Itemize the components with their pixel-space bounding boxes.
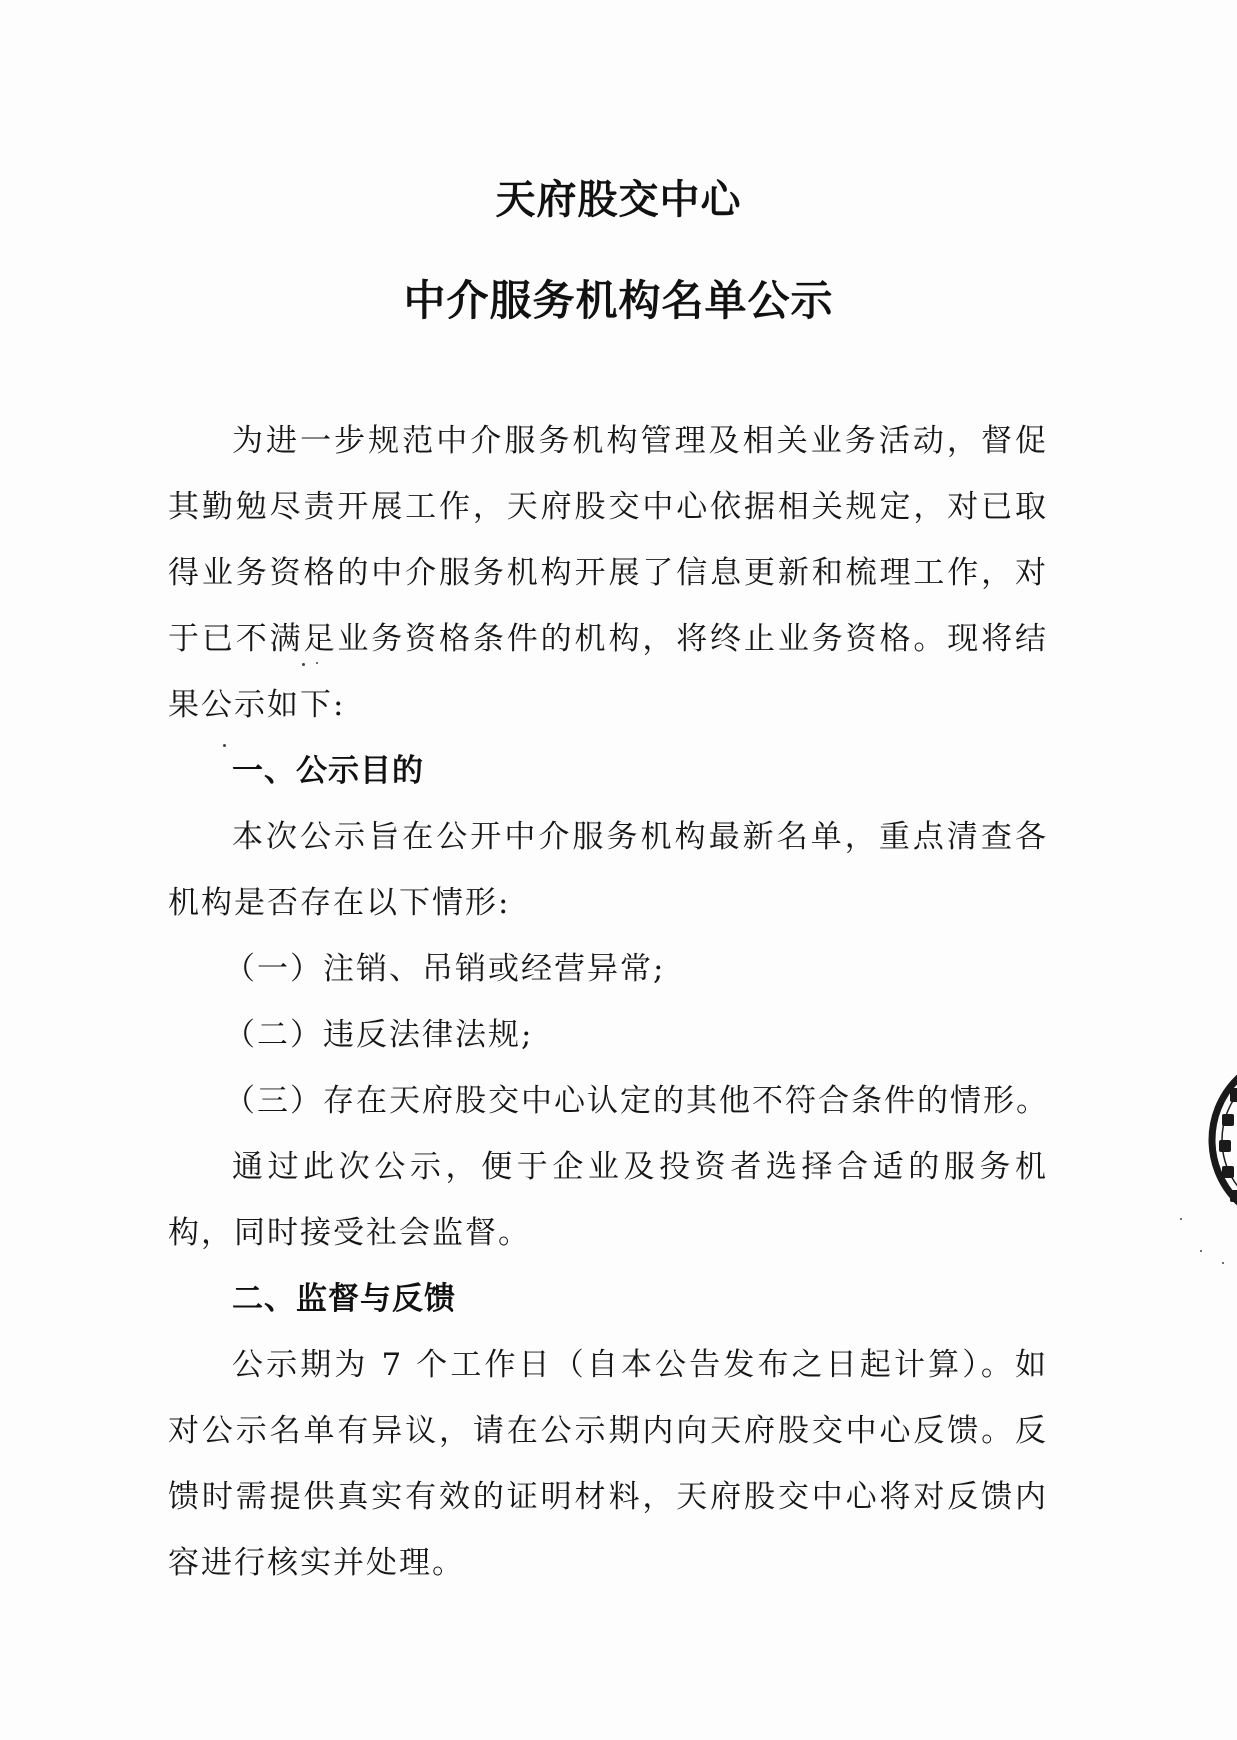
- official-seal-icon: [1188, 1040, 1237, 1240]
- scan-speck: [1180, 1218, 1182, 1220]
- section1-list-item-2: （二）违反法律法规;: [224, 1017, 534, 1053]
- scan-speck: [302, 663, 305, 666]
- scan-speck: [316, 662, 318, 664]
- scan-speck: [223, 744, 226, 747]
- section1-paragraph: 本次公示旨在公开中介服务机构最新名单，重点清查各机构是否存在以下情形:: [168, 819, 1048, 921]
- document-title-line1: 天府股交中心: [495, 177, 742, 223]
- section2-heading: 二、监督与反馈: [232, 1281, 456, 1317]
- document-title-line2: 中介服务机构名单公示: [403, 276, 834, 325]
- section1-closing-paragraph: 通过此次公示，便于企业及投资者选择合适的服务机构，同时接受社会监督。: [168, 1149, 1048, 1251]
- scan-speck: [1200, 1250, 1202, 1252]
- document-body: [168, 408, 1048, 1596]
- section1-list-item-1: （一）注销、吊销或经营异常;: [224, 951, 666, 987]
- section1-heading: 一、公示目的: [232, 753, 424, 789]
- section1-list-item-3: （三）存在天府股交中心认定的其他不符合条件的情形。: [224, 1083, 1049, 1119]
- scan-speck: [1222, 1262, 1224, 1264]
- intro-paragraph: 为进一步规范中介服务机构管理及相关业务活动，督促其勤勉尽责开展工作，天府股交中心依据相关规定，对已取得业务资格的中介服务机构开展了信息更新和梳理工作，对于已不满足业务资格条件的机构，将终止业务资格。现将结果公示如下:: [168, 423, 1048, 723]
- section2-paragraph: 公示期为 7 个工作日（自本公告发布之日起计算）。如对公示名单有异议，请在公示期内向天府股交中心反馈。反馈时需提供真实有效的证明材料，天府股交中心将对反馈内容进行核实并处理。: [168, 1347, 1048, 1581]
